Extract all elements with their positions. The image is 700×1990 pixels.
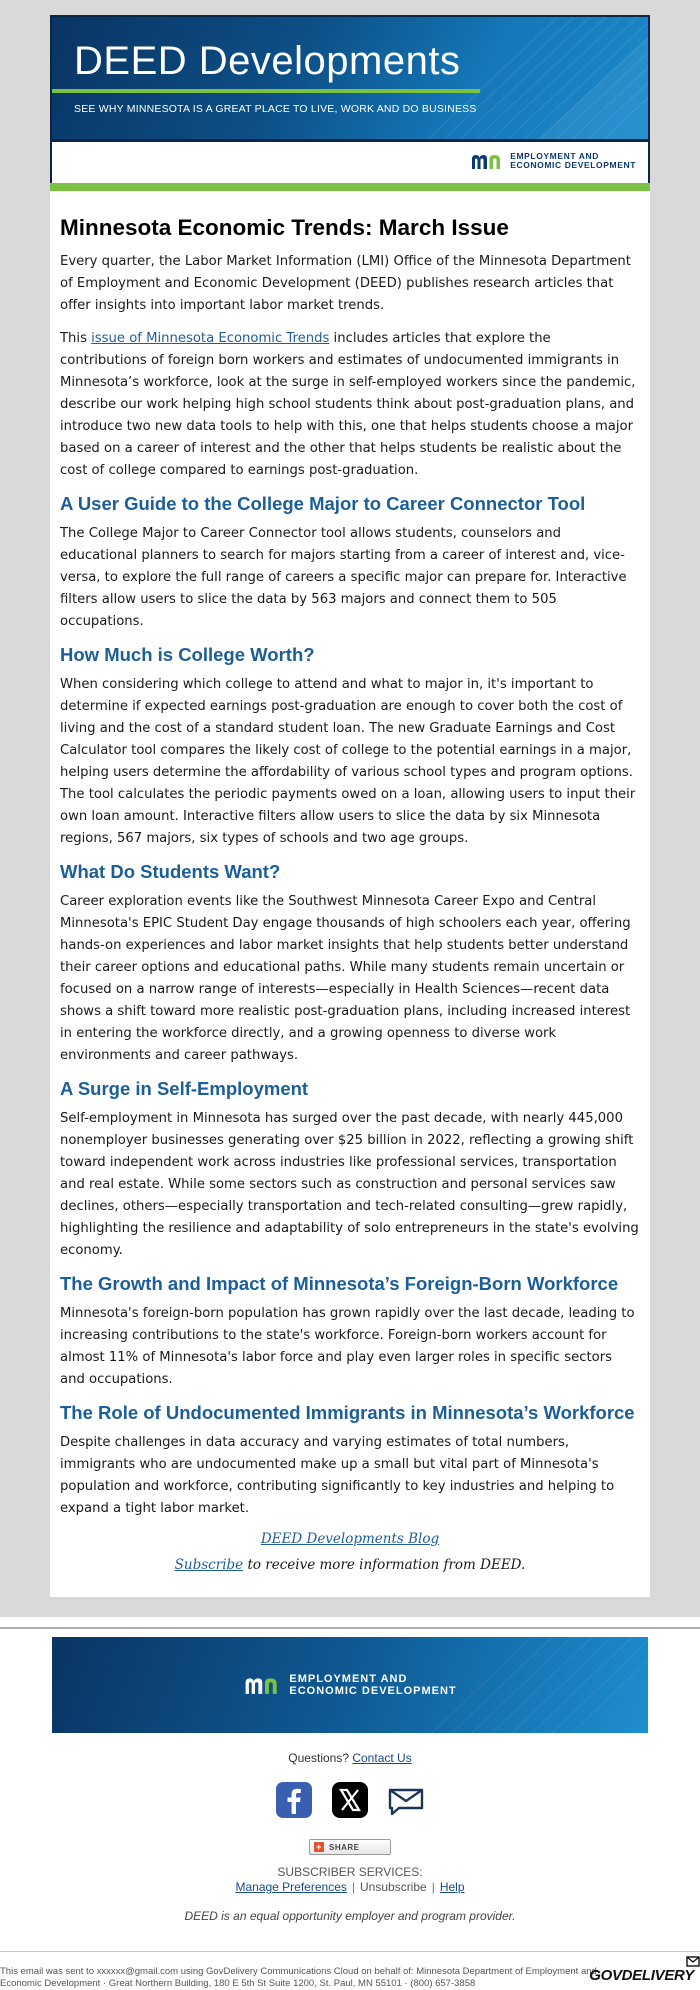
subscribe-suffix-text: to receive more information from DEED. xyxy=(243,1557,526,1573)
section-body-self-employment: Self-employment in Minnesota has surged over the past decade, with nearly 445,000 nonemployer businesses generating over $25 billion in 2022, reflecting a growing shift toward independent work across industries like professional services, transportation and real estate. While some sectors such as construction and personal services saw declines, others—especially transportation and tech-related consulting—grew rapidly, highlighting the resilience and adaptability of solo entrepreneurs in the state's evolving economy. xyxy=(60,1111,639,1258)
issue-paragraph xyxy=(60,328,640,482)
header-banner xyxy=(50,15,650,183)
footer-logo-line-1: EMPLOYMENT AND xyxy=(289,1673,408,1685)
header-green-bar xyxy=(50,183,650,191)
facebook-icon[interactable] xyxy=(275,1781,313,1819)
header-banner-graphic xyxy=(52,17,648,139)
questions-line xyxy=(0,1751,700,1765)
subscribe-line xyxy=(60,1557,640,1573)
separator: | xyxy=(431,1880,435,1894)
section-body-students-want: Career exploration events like the Southwest Minnesota Career Expo and Central Minnesota's EPIC Student Day engage thousands of high schoolers each year, offering hands-on experiences and labor market insights that help students better understand their career options and educational paths. While many students remain uncertain or focused on a narrow range of interests—especially in Health Sciences—recent data shows a shift toward more realistic post-graduation plans, including increased interest in entering the workforce directly, and a growing openness to diverse work environments and career pathways. xyxy=(60,894,631,1063)
footer-banner xyxy=(52,1637,648,1733)
footer-mn-logo-icon xyxy=(243,1675,283,1695)
footer-divider xyxy=(0,1627,700,1629)
subscriber-links xyxy=(0,1880,700,1895)
separator: | xyxy=(351,1880,355,1894)
social-links xyxy=(0,1781,700,1819)
contact-us-link[interactable]: Contact Us xyxy=(352,1751,412,1765)
subscriber-services-label: SUBSCRIBER SERVICES: xyxy=(277,1865,423,1879)
footer-deed-logo[interactable] xyxy=(243,1673,456,1697)
section-body-college-worth: When considering which college to attend and what to major in, it's important to determine if expected earnings post-graduation are enough to cover both the cost of living and the cost of a standard student loan. The new Graduate Earnings and Cost Calculator tool compares the likely cost of college to the potential earnings in a major, helping users determine the affordability of various school types and program options. The tool calculates the periodic payments owed on a loan, allowing users to input their own loan amount. Interactive filters allow users to slice the data by six Minnesota regions, 567 majors, six types of schools and two age groups. xyxy=(60,677,636,846)
deed-logo-text xyxy=(510,152,636,170)
section-heading-career-connector[interactable]: A User Guide to the College Major to Career Connector Tool xyxy=(60,493,586,514)
plus-icon: + xyxy=(314,1842,324,1852)
blog-link-line xyxy=(60,1531,640,1547)
email-card xyxy=(50,15,650,1597)
section-heading-foreign-born[interactable]: The Growth and Impact of Minnesota’s Foreign-Born Workforce xyxy=(60,1273,619,1294)
title-underline xyxy=(52,89,480,93)
section-heading-undocumented[interactable]: The Role of Undocumented Immigrants in Minnesota’s Workforce xyxy=(60,1402,635,1423)
deed-logo xyxy=(470,152,636,170)
govdelivery-envelope-icon xyxy=(686,1956,700,1968)
unsubscribe-link[interactable]: Unsubscribe xyxy=(360,1880,427,1894)
header-logo-strip xyxy=(52,139,648,183)
legal-footer xyxy=(0,1966,700,1990)
issue-prefix-text: This xyxy=(60,331,92,346)
newsletter-tagline: SEE WHY MINNESOTA IS A GREAT PLACE TO LIVE, WORK AND DO BUSINESS xyxy=(74,103,477,115)
manage-preferences-link[interactable]: Manage Preferences xyxy=(235,1880,347,1894)
intro-paragraph: Every quarter, the Labor Market Information (LMI) Office of the Minnesota Department of Employment and Economic Development (DEED) publishes research articles that offer insights into important labor market trends. xyxy=(60,254,631,313)
newsletter-title: DEED Developments xyxy=(74,39,461,83)
section-heading-students-want[interactable]: What Do Students Want? xyxy=(60,861,281,882)
blog-link[interactable]: DEED Developments Blog xyxy=(260,1531,440,1547)
equal-opportunity-notice: DEED is an equal opportunity employer and program provider. xyxy=(184,1909,516,1923)
section-heading-self-employment[interactable]: A Surge in Self-Employment xyxy=(60,1078,309,1099)
article-title: Minnesota Economic Trends: March Issue xyxy=(60,215,509,240)
footer-logo-text xyxy=(289,1673,456,1697)
mn-logo-icon xyxy=(470,152,506,170)
subscriber-services xyxy=(0,1865,700,1895)
issue-suffix-text: includes articles that explore the contributions of foreign born workers and estimates of undocumented immigrants in Minnesota’s workforce, look at the surge in self-employed workers since the pandemic, describe our work helping high school students think about post-graduation plans, and introduce two new data tools to help with this, one that helps students choose a major based on a career of interest and the other that helps students be realistic about the cost of college compared to earnings post-graduation. xyxy=(60,331,636,478)
share-wrap xyxy=(0,1835,700,1855)
govdelivery-logo[interactable]: GOVDELIVERY xyxy=(589,1967,694,1984)
section-body-career-connector: The College Major to Career Connector tool allows students, counselors and educational planners to search for majors starting from a career of interest and, vice-versa, to explore the full range of careers a specific major can prepare for. Interactive filters allow users to slice the data by 563 majors and connect them to 505 occupations. xyxy=(60,526,627,629)
legal-divider xyxy=(0,1951,700,1952)
logo-text-line-1: EMPLOYMENT AND xyxy=(510,151,600,161)
subscribe-link[interactable]: Subscribe xyxy=(174,1557,244,1573)
issue-link[interactable]: issue of Minnesota Economic Trends xyxy=(91,331,330,346)
legal-text: This email was sent to xxxxxx@gmail.com using GovDelivery Communications Cloud on behalf of: Minnesota Department of Employment and Economic Development · Great Northern Building, 180 E 5th St Suite 1200, St. Paul, MN 55101 · (800) 657-3858 xyxy=(0,1966,597,1989)
share-label: SHARE xyxy=(329,1842,360,1852)
email-envelope-icon[interactable] xyxy=(387,1781,425,1819)
x-twitter-icon[interactable] xyxy=(331,1781,369,1819)
footer-logo-line-2: ECONOMIC DEVELOPMENT xyxy=(289,1685,457,1697)
logo-text-line-2: ECONOMIC DEVELOPMENT xyxy=(510,160,636,170)
section-heading-college-worth[interactable]: How Much is College Worth? xyxy=(60,644,315,665)
questions-text: Questions? xyxy=(288,1751,353,1765)
help-link[interactable]: Help xyxy=(439,1880,465,1894)
share-button[interactable] xyxy=(309,1839,391,1855)
section-body-undocumented: Despite challenges in data accuracy and varying estimates of total numbers, immigrants who are undocumented make up a small but vital part of Minnesota's population and workforce, contributing significantly to key industries and helping to expand a tight labor market. xyxy=(60,1435,615,1516)
article-body xyxy=(50,191,650,1597)
section-body-foreign-born: Minnesota's foreign-born population has grown rapidly over the last decade, leading to increasing contributions to the state's workforce. Foreign-born workers account for almost 11% of Minnesota's labor force and play even larger roles in specific sectors and occupations. xyxy=(60,1306,635,1387)
